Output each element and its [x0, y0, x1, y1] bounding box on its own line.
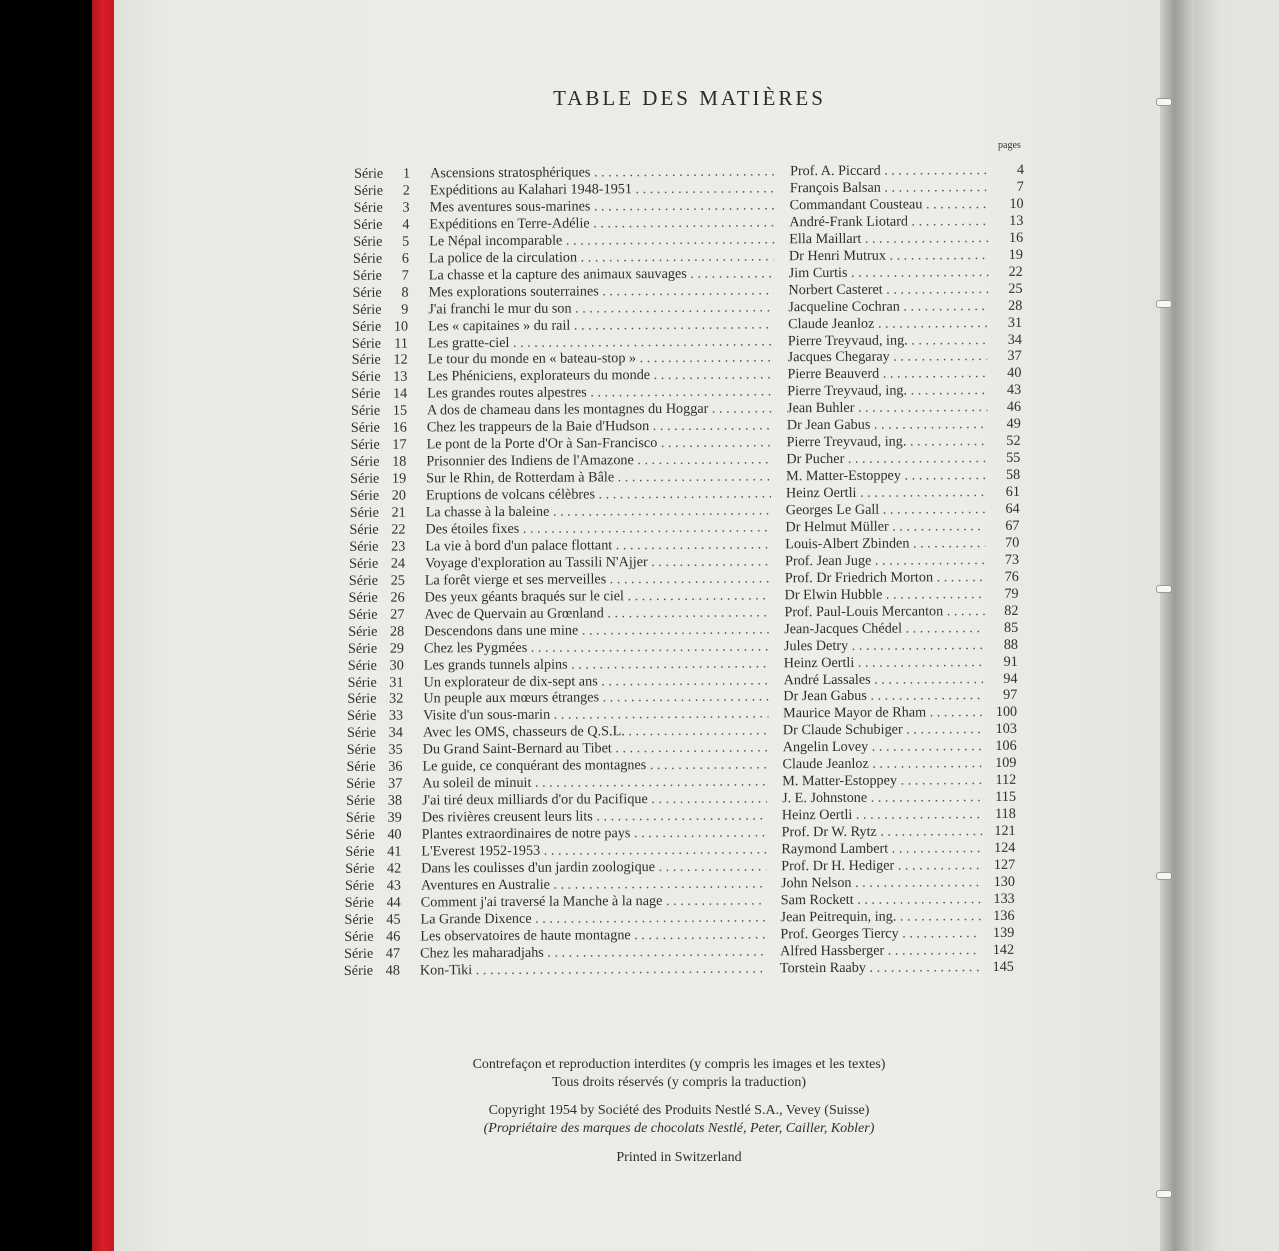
toc-title: Visite d'un sous-marin . . . [423, 706, 768, 725]
toc-author: Prof. Paul-Louis Mercanton . . . [784, 603, 984, 621]
toc-author: John Nelson . . . [781, 874, 981, 892]
toc-page-number: 121 [994, 822, 1016, 840]
toc-author: Jean-Jacques Chédel . . . [784, 620, 984, 638]
toc-serie-label: Série [353, 165, 384, 182]
toc-serie-label: Série [350, 403, 381, 420]
toc-author: Dr Jean Gabus . . . [787, 416, 987, 434]
toc-serie-number: 19 [391, 470, 407, 487]
toc-serie-label: Série [350, 436, 380, 454]
toc-page-number: 40 [1007, 365, 1022, 382]
toc-page-number: 55 [1006, 449, 1021, 467]
toc-title: Chez les Pygmées . . . [424, 638, 769, 657]
toc-page-number: 37 [1007, 348, 1022, 365]
toc-title: Les observatoires de haute montagne . . . [420, 926, 765, 945]
toc-serie-label: Série [353, 216, 383, 233]
page-title: TABLE DES MATIÈRES [553, 86, 826, 110]
toc-serie-number: 16 [392, 419, 407, 436]
toc-serie-number: 41 [387, 843, 402, 860]
toc-serie-label: Série [344, 894, 374, 911]
toc-author: Jacqueline Cochran . . . [788, 298, 988, 316]
toc-serie-label: Série [350, 470, 380, 487]
toc-page-number: 130 [993, 873, 1015, 890]
toc-serie-label: Série [347, 708, 377, 725]
toc-serie-number: 45 [386, 911, 401, 928]
toc-serie-number: 32 [389, 691, 404, 708]
footer-printed-in: Printed in Switzerland [616, 1150, 742, 1165]
toc-serie-label: Série [351, 352, 381, 369]
pages-column-label: pages [998, 140, 1021, 151]
toc-serie-number: 23 [391, 538, 406, 555]
toc-author: François Balsan . . . [790, 179, 990, 197]
toc-serie-label: Série [347, 657, 377, 674]
toc-author: M. Matter-Estoppey . . . [782, 772, 982, 790]
toc-serie-label: Série [346, 792, 376, 810]
toc-author: Angelin Lovey . . . [783, 738, 983, 756]
toc-page-number: 4 [1016, 161, 1025, 178]
toc-page-number: 10 [1009, 195, 1024, 212]
toc-title: Des étoiles fixes . . . [425, 519, 770, 538]
toc-title: Chez les trappeurs de la Baie d'Hudson . . . [427, 418, 772, 437]
toc-serie-label: Série [349, 538, 379, 555]
toc-title: Expéditions au Kalahari 1948-1951 . . . [430, 180, 775, 199]
toc-serie-number: 3 [402, 199, 410, 216]
toc-title: J'ai tiré deux milliards d'or du Pacifique . . . [422, 790, 767, 809]
toc-serie-label: Série [351, 386, 381, 403]
toc-title: Mes explorations souterraines . . . [428, 282, 773, 301]
toc-page-number: 136 [993, 907, 1015, 924]
toc-page-number: 43 [1006, 382, 1022, 399]
toc-author: Dr Pucher . . . [786, 450, 986, 468]
toc-author: J. E. Johnstone . . . [782, 789, 982, 807]
toc-title: Avec les OMS, chasseurs de Q.S.L. . . . [423, 723, 768, 742]
toc-author: Jean Buhler . . . [787, 399, 987, 417]
toc-title: Sur le Rhin, de Rotterdam à Bâle . . . [426, 468, 771, 487]
toc-serie-number: 12 [393, 351, 408, 369]
toc-page-number: 145 [992, 958, 1014, 975]
page-gutter [1160, 0, 1196, 1251]
toc-serie-label: Série [350, 419, 381, 437]
toc-serie-label: Série [343, 962, 374, 979]
toc-page-number: 7 [1016, 178, 1024, 195]
toc-author: Jim Curtis . . . [789, 264, 989, 282]
toc-serie-number: 1 [402, 165, 411, 182]
toc-serie-number: 28 [389, 623, 405, 640]
toc-page-number: 115 [995, 788, 1017, 806]
toc-title: Le Népal incomparable . . . [429, 231, 774, 250]
toc-page-number: 94 [1003, 670, 1018, 687]
toc-serie-number: 26 [390, 589, 405, 606]
toc-author: Pierre Treyvaud, ing. . . . [788, 331, 988, 349]
toc-page-number: 73 [1004, 551, 1020, 568]
toc-page-number: 64 [1005, 500, 1020, 517]
toc-serie-label: Série [344, 911, 374, 928]
toc-author: Jules Detry . . . [784, 637, 984, 655]
toc-title: Un peuple aux mœurs étranges . . . [423, 689, 768, 708]
toc-author: Commandant Cousteau . . . [790, 196, 990, 214]
toc-title: Aventures en Australie . . . [421, 875, 766, 894]
toc-author: Alfred Hassberger . . . [780, 942, 980, 960]
toc-page-number: 79 [1004, 585, 1019, 602]
toc-serie-number: 5 [402, 233, 410, 250]
toc-author: Prof. A. Piccard . . . [790, 162, 990, 180]
footer-rights-line: Contrefaçon et reproduction interdites (y compris les images et les textes) [472, 1057, 886, 1072]
toc-title: La chasse à la baleine . . . [426, 502, 771, 521]
toc-page-number: 97 [1003, 687, 1018, 704]
toc-author: Dr Helmut Müller . . . [785, 518, 985, 536]
toc-page-number: 31 [1007, 314, 1023, 331]
toc-serie-label: Série [349, 521, 379, 538]
toc-serie-label: Série [352, 250, 383, 267]
toc-serie-number: 40 [387, 826, 402, 843]
toc-page-number: 118 [995, 805, 1016, 823]
toc-title: Le tour du monde en « bateau-stop » . . . [428, 350, 773, 369]
toc-serie-number: 6 [401, 250, 410, 267]
toc-serie-label: Série [348, 589, 378, 606]
toc-serie-number: 4 [402, 216, 410, 233]
toc-page-number: 109 [995, 755, 1017, 772]
toc-serie-number: 44 [386, 894, 401, 911]
toc-serie-label: Série [352, 301, 382, 318]
toc-author: Claude Jeanloz . . . [788, 315, 988, 333]
toc-author: Jacques Chegaray . . . [788, 348, 988, 366]
toc-author: Torstein Raaby . . . [780, 959, 980, 977]
toc-serie-number: 2 [402, 182, 410, 199]
toc-serie-label: Série [345, 826, 375, 843]
toc-serie-number: 37 [388, 775, 403, 792]
toc-title: Au soleil de minuit . . . [422, 774, 767, 793]
toc-title: L'Everest 1952-1953 . . . [421, 841, 766, 860]
toc-serie-label: Série [348, 572, 379, 589]
toc-serie-label: Série [346, 725, 377, 742]
toc-page-number: 133 [993, 890, 1015, 907]
toc-page-number: 16 [1008, 229, 1024, 246]
toc-serie-label: Série [349, 487, 380, 504]
toc-serie-number: 21 [391, 504, 406, 521]
toc-author: Prof. Dr W. Rytz . . . [782, 823, 982, 841]
toc-author: Dr Claude Schubiger . . . [783, 721, 983, 739]
toc-serie-label: Série [352, 318, 382, 335]
toc-serie-number: 17 [392, 436, 407, 453]
toc-serie-number: 39 [387, 809, 402, 826]
toc-title: Expéditions en Terre-Adélie . . . [429, 214, 774, 233]
toc-serie-number: 30 [389, 657, 404, 674]
toc-serie-number: 24 [390, 555, 406, 572]
toc-page-number: 28 [1008, 297, 1023, 314]
toc-page-number: 61 [1005, 483, 1020, 500]
toc-serie-label: Série [345, 809, 376, 827]
toc-serie-number: 25 [390, 572, 405, 589]
toc-serie-label: Série [348, 606, 378, 623]
toc-author: M. Matter-Estoppey . . . [786, 467, 986, 485]
toc-title: Prisonnier des Indiens de l'Amazone . . . [426, 451, 771, 470]
book-spine-edge [92, 0, 116, 1251]
toc-serie-label: Série [349, 504, 379, 521]
toc-serie-label: Série [352, 284, 382, 301]
toc-page-number: 13 [1009, 212, 1024, 229]
toc-title: A dos de chameau dans les montagnes du Hoggar . . . [427, 401, 772, 420]
toc-serie-number: 14 [393, 385, 408, 402]
toc-title: Plantes extraordinaires de notre pays . . . [422, 824, 767, 843]
toc-serie-label: Série [345, 860, 375, 877]
toc-author: Prof. Jean Juge . . . [785, 552, 985, 570]
toc-author: Heinz Oertli . . . [784, 654, 984, 672]
toc-title: Chez les maharadjahs . . . [420, 943, 765, 962]
toc-author: André Lassales . . . [784, 671, 984, 689]
toc-title: Ascensions stratosphériques . . . [430, 163, 775, 182]
toc-serie-number: 35 [388, 741, 403, 758]
toc-title: Dans les coulisses d'un jardin zoologique . . . [421, 858, 766, 877]
toc-author: Maurice Mayor de Rham . . . [783, 704, 983, 722]
toc-author: Louis-Albert Zbinden . . . [785, 535, 985, 553]
toc-serie-number: 20 [391, 487, 406, 504]
toc-serie-number: 10 [393, 318, 409, 335]
toc-serie-number: 15 [392, 402, 408, 419]
toc-serie-number: 7 [401, 267, 409, 284]
toc-title: La chasse et la capture des animaux sauvages . . . [429, 265, 774, 284]
toc-serie-label: Série [351, 369, 381, 386]
toc-serie-label: Série [347, 691, 377, 708]
toc-title: Les « capitaines » du rail . . . [428, 316, 773, 335]
toc-serie-number: 34 [388, 724, 403, 742]
toc-serie-number: 31 [389, 674, 404, 691]
toc-author: Pierre Beauverd . . . [787, 365, 987, 383]
toc-title: Des yeux géants braqués sur le ciel . . . [425, 587, 770, 606]
toc-serie-number: 38 [387, 792, 403, 809]
toc-serie-number: 47 [385, 945, 401, 962]
toc-page-number: 76 [1004, 568, 1019, 585]
toc-title: Un explorateur de dix-sept ans . . . [424, 672, 769, 691]
toc-author: Norbert Casteret . . . [788, 281, 988, 299]
toc-author: Heinz Oertli . . . [786, 484, 986, 502]
toc-serie-number: 11 [394, 335, 408, 352]
toc-title: Les grands tunnels alpins . . . [424, 655, 769, 674]
footer-copyright: Copyright 1954 by Société des Produits Nestlé S.A., Vevey (Suisse) [488, 1103, 870, 1118]
toc-page-number: 106 [995, 738, 1017, 755]
toc-serie-number: 8 [401, 284, 409, 301]
toc-serie-number: 18 [392, 453, 407, 470]
toc-page-number: 88 [1003, 636, 1019, 653]
toc-author: Raymond Lambert . . . [781, 840, 981, 858]
toc-page-number: 58 [1005, 466, 1021, 483]
toc-serie-label: Série [344, 877, 375, 894]
toc-serie-label: Série [347, 674, 377, 691]
toc-serie-number: 27 [390, 606, 405, 623]
toc-title: Le guide, ce conquérant des montagnes . . . [422, 757, 767, 776]
toc-serie-number: 36 [388, 758, 403, 775]
toc-serie-label: Série [350, 453, 380, 471]
binding-stitch [1156, 300, 1172, 308]
toc-page-number: 112 [995, 772, 1017, 789]
toc-title: La Grande Dixence . . . [420, 909, 765, 928]
binding-stitch [1156, 1190, 1172, 1198]
toc-title: La forêt vierge et ses merveilles . . . [425, 570, 770, 589]
toc-serie-number: 42 [386, 860, 402, 877]
toc-page-number: 124 [994, 839, 1016, 856]
toc-page-number: 85 [1003, 619, 1019, 636]
toc-author: Georges Le Gall . . . [786, 501, 986, 519]
toc-author: Prof. Dr H. Hediger . . . [781, 857, 981, 875]
toc-author: Ella Maillart . . . [789, 230, 989, 248]
toc-serie-number: 43 [386, 877, 402, 894]
toc-serie-number: 13 [393, 368, 408, 386]
toc-serie-label: Série [353, 233, 383, 250]
toc-page-number: 46 [1006, 399, 1022, 416]
toc-serie-number: 22 [391, 521, 406, 538]
toc-author: Prof. Dr Friedrich Morton . . . [785, 569, 985, 587]
toc-serie-label: Série [344, 945, 374, 962]
toc-title: J'ai franchi le mur du son . . . [428, 299, 773, 318]
toc-page-number: 25 [1008, 280, 1023, 297]
toc-title: Des rivières creusent leurs lits . . . [422, 807, 767, 826]
toc-serie-label: Série [347, 640, 378, 657]
toc-title: Du Grand Saint-Bernard au Tibet . . . [423, 740, 768, 759]
toc-title: Kon-Tiki . . . [420, 960, 765, 979]
toc-author: Pierre Treyvaud, ing. . . . [787, 382, 987, 400]
toc-page-number: 82 [1004, 602, 1019, 619]
toc-author: André-Frank Liotard . . . [789, 213, 989, 231]
toc-page-number: 100 [995, 704, 1018, 721]
toc-title: Comment j'ai traversé la Manche à la nage . . . [421, 892, 766, 911]
toc-serie-label: Série [346, 758, 376, 776]
toc-title: Mes aventures sous-marines . . . [430, 197, 775, 216]
toc-title: Voyage d'exploration au Tassili N'Ajjer . . . [425, 553, 770, 572]
facing-page-edge [1194, 0, 1279, 1251]
toc-page-number: 34 [1007, 331, 1022, 348]
toc-serie-label: Série [346, 775, 376, 793]
toc-serie-number: 48 [385, 962, 400, 979]
toc-page-number: 49 [1006, 416, 1021, 433]
toc-title: Les grandes routes alpestres . . . [427, 384, 772, 403]
toc-page-number: 67 [1005, 517, 1020, 534]
toc-page-number: 70 [1005, 534, 1020, 551]
toc-page-number: 91 [1003, 653, 1018, 670]
toc-title: La police de la circulation . . . [429, 248, 774, 267]
toc-serie-label: Série [351, 335, 382, 352]
toc-serie-number: 33 [388, 707, 404, 725]
toc-title: Avec de Quervain au Grœnland . . . [424, 604, 769, 623]
toc-page-number: 22 [1008, 263, 1023, 280]
toc-serie-number: 9 [401, 301, 409, 318]
footer-trademark-owner: (Propriétaire des marques de chocolats Nestlé, Peter, Cailler, Kobler) [483, 1121, 875, 1136]
toc-page-number: 142 [992, 941, 1015, 958]
toc-author: Heinz Oertli . . . [782, 806, 982, 824]
toc-page-number: 52 [1006, 432, 1021, 450]
toc-serie-label: Série [348, 623, 378, 640]
binding-stitch [1156, 585, 1172, 593]
toc-serie-number: 29 [389, 640, 405, 657]
toc-page-number: 127 [993, 856, 1016, 873]
toc-serie-number: 46 [386, 928, 401, 945]
toc-title: Les gratte-ciel . . . [428, 333, 773, 352]
toc-author: Dr Henri Mutrux . . . [789, 247, 989, 265]
toc-title: Eruptions de volcans célèbres . . . [426, 485, 771, 504]
toc-page-number: 139 [992, 924, 1015, 941]
toc-serie-label: Série [352, 267, 382, 284]
binding-stitch [1156, 872, 1172, 880]
toc-title: Descendons dans une mine . . . [424, 621, 769, 640]
footer-rights-reserved: Tous droits réservés (y compris la traduction) [551, 1075, 807, 1090]
toc-author: Dr Elwin Hubble . . . [785, 586, 985, 604]
toc-serie-label: Série [346, 742, 376, 759]
toc-title: Le pont de la Porte d'Or à San-Francisco . . . [427, 435, 772, 454]
toc-serie-label: Série [345, 843, 375, 860]
toc-title: Les Phéniciens, explorateurs du monde . . . [427, 367, 772, 386]
toc-title: La vie à bord d'un palace flottant . . . [425, 536, 770, 555]
toc-author: Dr Jean Gabus . . . [783, 687, 983, 705]
toc-author: Pierre Treyvaud, ing. . . . [787, 433, 987, 451]
toc-page-number: 103 [995, 721, 1017, 738]
toc-serie-label: Série [353, 182, 384, 199]
toc-serie-label: Série [344, 928, 374, 945]
toc-page-number: 19 [1008, 246, 1024, 263]
toc-serie-label: Série [349, 555, 379, 572]
toc-author: Jean Peitrequin, ing. . . . [780, 908, 980, 926]
toc-author: Prof. Georges Tiercy . . . [780, 925, 980, 943]
toc-author: Sam Rockett . . . [781, 891, 981, 909]
toc-author: Claude Jeanloz . . . [782, 755, 982, 773]
toc-serie-label: Série [353, 199, 383, 216]
